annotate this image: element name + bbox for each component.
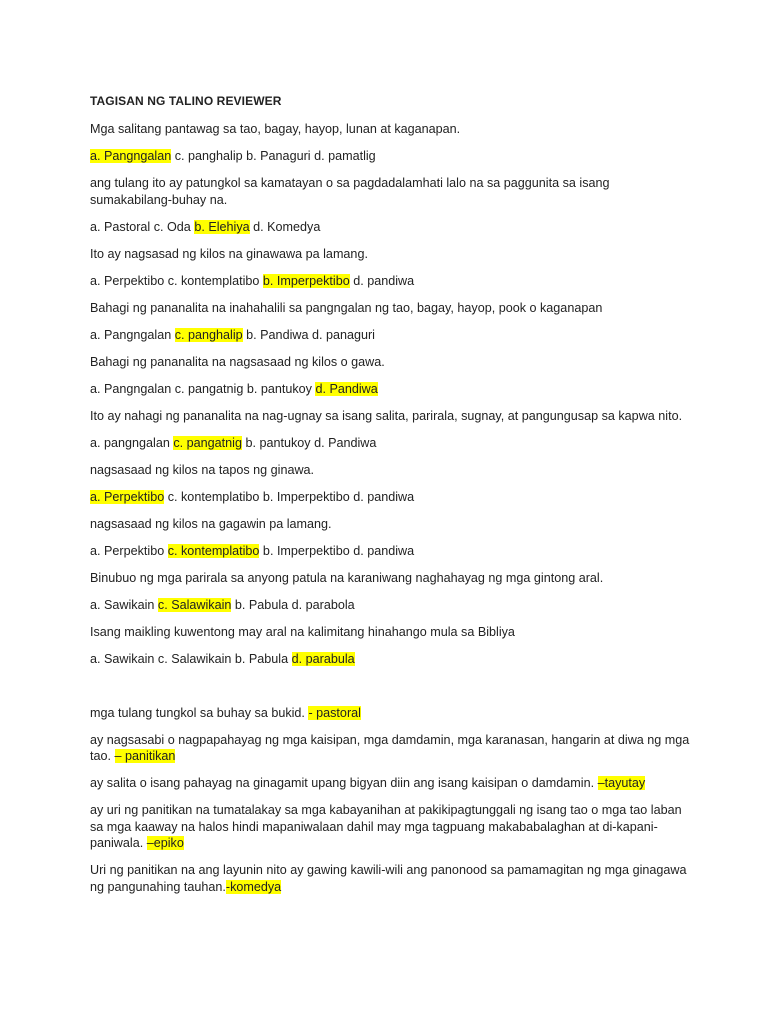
paragraph: [90, 273, 690, 290]
highlighted-answer: d. Pandiwa: [315, 381, 378, 396]
highlighted-answer: d. parabula: [291, 651, 355, 666]
text-segment: Uri ng panitikan na ang layunin nito ay gawing kawili-wili ang panonood sa pamamagitan ng mga ginagawa ng pangunahing tauhan.: [90, 863, 687, 894]
text-segment: a. Perpektibo: [90, 543, 168, 558]
paragraph: [90, 408, 690, 425]
text-segment: Binubuo ng mga parirala sa anyong patula na karaniwang naghahayag ng mga gintong aral.: [90, 570, 604, 585]
paragraph: [90, 705, 690, 722]
text-segment: d. pandiwa: [349, 273, 415, 288]
paragraph: [90, 327, 690, 344]
text-segment: ang tulang ito ay patungkol sa kamatayan o sa pagdadalamhati lalo na sa paggunita sa isang sumakabilang-buhay na.: [90, 176, 610, 207]
paragraph-spacer: [90, 678, 690, 705]
highlighted-answer: -komedya: [225, 879, 282, 894]
text-segment: nagsasaad ng kilos na gagawin pa lamang.: [90, 516, 332, 531]
text-segment: a. Pangngalan c. pangatnig b. pantukoy: [90, 381, 316, 396]
paragraph: [90, 516, 690, 533]
highlighted-answer: –tayutay: [597, 776, 646, 790]
paragraph: [90, 732, 690, 765]
text-segment: Bahagi ng pananalita na inahahalili sa pangngalan ng tao, bagay, hayop, pook o kaganapan: [90, 300, 603, 315]
document-title: TAGISAN NG TALINO REVIEWER: [90, 94, 282, 108]
highlighted-answer: b. Elehiya: [194, 219, 250, 234]
text-segment: c. kontemplatibo b. Imperpektibo d. pandiwa: [164, 489, 415, 504]
text-segment: b. Imperpektibo d. pandiwa: [259, 543, 415, 558]
paragraph: [90, 462, 690, 479]
paragraph: [90, 775, 690, 792]
highlighted-answer: c. kontemplatibo: [167, 543, 260, 558]
highlighted-answer: – panitikan: [114, 749, 176, 763]
highlighted-answer: a. Pangngalan: [90, 149, 172, 163]
highlighted-answer: b. Imperpektibo: [262, 273, 350, 288]
text-segment: Ito ay nagsasad ng kilos na ginawawa pa lamang.: [90, 246, 368, 261]
paragraph: [90, 354, 690, 371]
text-segment: a. Pastoral c. Oda: [90, 219, 195, 234]
paragraph: [90, 543, 690, 560]
paragraph: [90, 381, 690, 398]
text-segment: ay salita o isang pahayag na ginagamit upang bigyan diin ang isang kaisipan o damdamin.: [90, 776, 598, 790]
paragraph: [90, 148, 690, 165]
text-segment: nagsasaad ng kilos na tapos ng ginawa.: [90, 462, 315, 477]
paragraph: [90, 570, 690, 587]
text-segment: a. Perpektibo c. kontemplatibo: [90, 273, 263, 288]
highlighted-answer: - pastoral: [308, 705, 361, 720]
paragraph: [90, 597, 690, 614]
highlighted-answer: –epiko: [146, 836, 184, 850]
text-segment: a. Sawikain c. Salawikain b. Pabula: [90, 651, 292, 666]
text-segment: d. Komedya: [249, 219, 321, 234]
text-segment: a. Pangngalan: [90, 327, 175, 342]
paragraph: [90, 435, 690, 452]
paragraph: [90, 300, 690, 317]
paragraph: [90, 219, 690, 236]
paragraph: [90, 624, 690, 641]
text-segment: Ito ay nahagi ng pananalita na nag-ugnay sa isang salita, parirala, sugnay, at pangungusap sa kapwa nito.: [90, 408, 683, 423]
text-segment: Bahagi ng pananalita na nagsasaad ng kilos o gawa.: [90, 354, 385, 369]
text-segment: b. Pabula d. parabola: [231, 597, 355, 612]
text-segment: Mga salitang pantawag sa tao, bagay, hayop, lunan at kaganapan.: [90, 122, 461, 136]
text-segment: c. panghalip b. Panaguri d. pamatlig: [171, 149, 376, 163]
document-content: [90, 94, 690, 906]
highlighted-answer: c. Salawikain: [157, 597, 232, 612]
highlighted-answer: c. panghalip: [174, 327, 243, 342]
text-segment: ay nagsasabi o nagpapahayag ng mga kaisipan, mga damdamin, mga karanasan, hangarin at diwa ng mga tao.: [90, 732, 690, 763]
text-segment: b. Pandiwa d. panaguri: [242, 327, 375, 342]
highlighted-answer: a. Perpektibo: [90, 489, 165, 504]
paragraph: [90, 246, 690, 263]
text-segment: b. pantukoy d. Pandiwa: [241, 435, 377, 450]
highlighted-answer: c. pangatnig: [173, 435, 242, 450]
paragraph: [90, 175, 690, 208]
text-segment: a. pangngalan: [90, 435, 174, 450]
paragraph: [90, 802, 690, 852]
paragraph: [90, 862, 690, 895]
paragraph: [90, 651, 690, 668]
document-body: [90, 121, 690, 895]
text-segment: Isang maikling kuwentong may aral na kalimitang hinahango mula sa Bibliya: [90, 624, 515, 639]
text-segment: mga tulang tungkol sa buhay sa bukid.: [90, 705, 309, 720]
text-segment: a. Sawikain: [90, 597, 158, 612]
paragraph: [90, 121, 690, 138]
paragraph: [90, 489, 690, 506]
text-segment: ay uri ng panitikan na tumatalakay sa mga kabayanihan at pakikipagtunggali ng isang tao o mga tao laban sa mga kaaway na halos hindi mapaniwalaan dahil may mga tagpuang makababalaghan at di-kapani-paniwala.: [90, 803, 682, 850]
